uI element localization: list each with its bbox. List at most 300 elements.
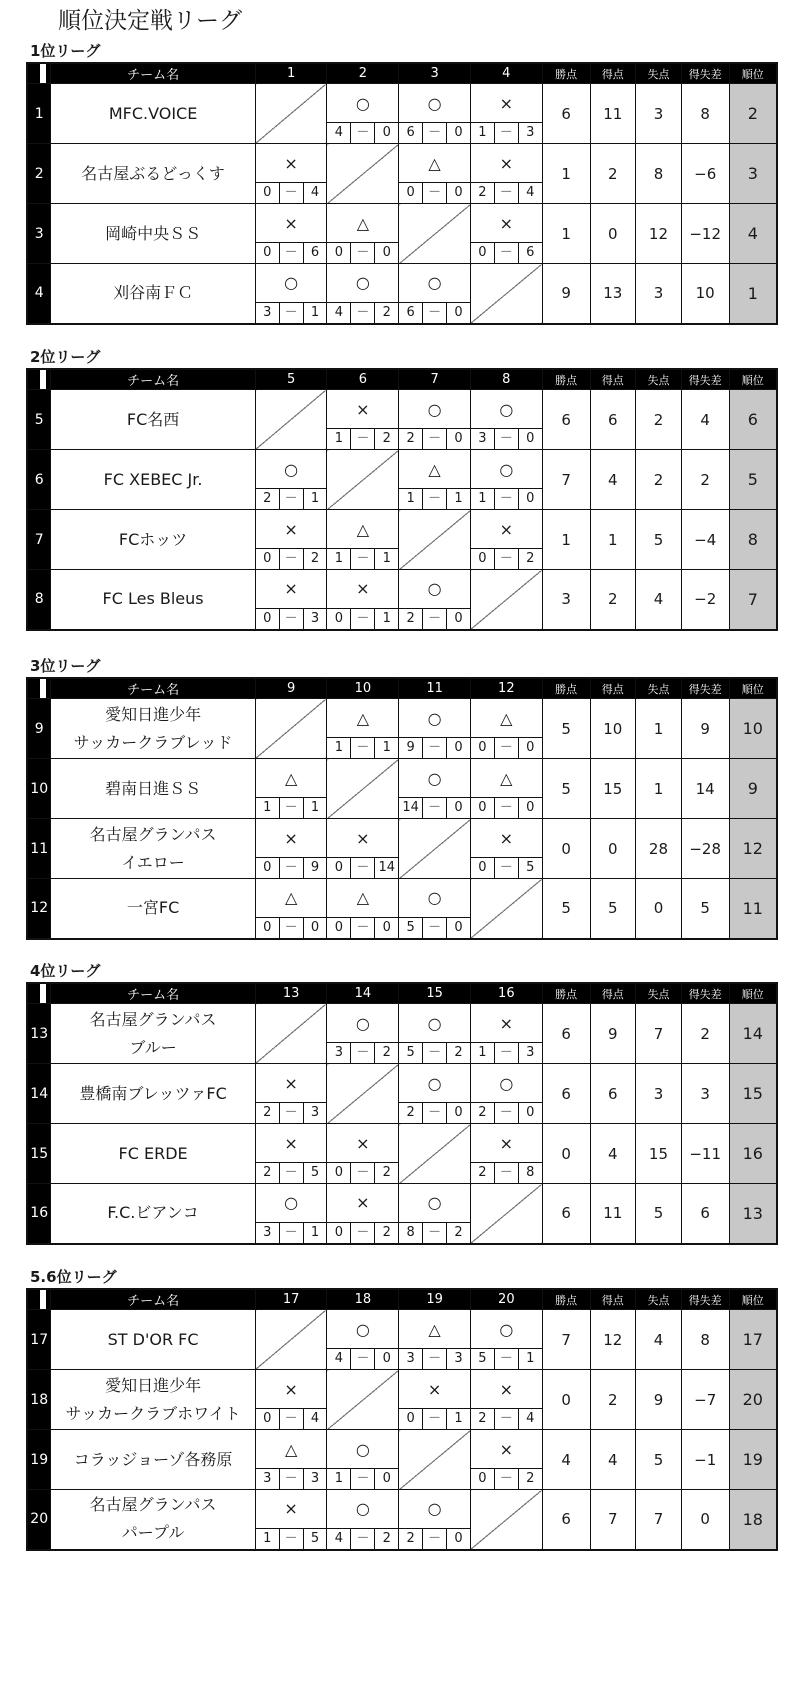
match-score: [399, 488, 470, 509]
points-value: 0: [542, 819, 590, 879]
score-part: －: [422, 1223, 446, 1243]
match-score: [327, 857, 398, 878]
score-part: 2: [406, 431, 415, 446]
score-part: 3: [406, 1351, 415, 1366]
goals-for-value: 7: [590, 1490, 636, 1550]
result-mark: ×: [356, 828, 370, 848]
result-mark: △: [356, 888, 369, 908]
match-result-cell: [470, 819, 542, 879]
result-mark: △: [284, 888, 298, 908]
team-name-line: 名古屋グランパス: [89, 1009, 217, 1029]
score-part: 2: [518, 1469, 542, 1489]
score-part: －: [350, 609, 374, 629]
header-points: 勝点: [542, 63, 590, 84]
result-mark: △: [356, 708, 369, 728]
score-part: 3: [263, 1224, 272, 1240]
team-name: [51, 819, 255, 879]
score-part: 0: [518, 1103, 542, 1123]
score-part: －: [279, 183, 303, 203]
match-score: [256, 1408, 327, 1429]
rank-value: 5: [729, 450, 777, 510]
result-mark: ×: [499, 213, 514, 233]
match-result-cell: [470, 204, 542, 264]
score-part: 1: [478, 1045, 487, 1060]
result-mark: △: [356, 519, 369, 539]
score-part: 0: [263, 185, 272, 200]
header-opponent-number: 12: [470, 678, 542, 699]
team-name-line: 刈谷南ＦＣ: [113, 283, 194, 303]
goals-for-value: 2: [590, 1370, 636, 1430]
result-mark: △: [284, 1439, 298, 1459]
score-part: 1: [303, 303, 327, 323]
goal-difference-value: −2: [681, 570, 729, 630]
score-part: 14: [402, 800, 419, 815]
score-part: 2: [374, 1043, 398, 1063]
table-row: [27, 1430, 777, 1490]
match-result-cell: [255, 450, 327, 510]
score-part: 1: [406, 491, 415, 506]
score-part: －: [279, 1529, 303, 1549]
team-number: 15: [27, 1124, 51, 1184]
score-part: 0: [478, 860, 487, 875]
header-opponent-number: 17: [255, 1289, 327, 1310]
score-part: 0: [374, 243, 398, 263]
team-number: 6: [27, 450, 51, 510]
header-ga: 失点: [636, 983, 682, 1004]
score-part: －: [494, 183, 518, 203]
match-score: [399, 917, 470, 938]
goals-for-value: 11: [590, 1184, 636, 1244]
goals-against-value: 0: [636, 879, 682, 939]
team-number: 8: [27, 570, 51, 630]
team-number: 18: [27, 1370, 51, 1430]
header-team-name: チーム名: [51, 369, 255, 390]
header-opponent-number: 13: [255, 983, 327, 1004]
league-table-block: [26, 677, 778, 940]
score-part: －: [279, 243, 303, 263]
match-score: [327, 548, 398, 569]
match-result-cell: [255, 819, 327, 879]
score-part: 5: [406, 919, 415, 935]
score-part: 0: [446, 1529, 470, 1549]
goals-for-value: 15: [590, 759, 636, 819]
team-number: 11: [27, 819, 51, 879]
match-score: [471, 1468, 542, 1489]
match-score: [471, 122, 542, 143]
result-mark: △: [428, 459, 441, 479]
team-number: 3: [27, 204, 51, 264]
header-gd: 得失差: [681, 63, 729, 84]
score-part: 1: [478, 491, 487, 506]
match-score: [399, 1528, 470, 1549]
score-part: －: [350, 243, 374, 263]
score-part: －: [422, 183, 446, 203]
header-gd: 得失差: [681, 369, 729, 390]
team-name-line: FC ERDE: [118, 1143, 188, 1163]
header-opponent-number: 8: [470, 369, 542, 390]
goals-against-value: 12: [636, 204, 682, 264]
self-match-cell: [399, 819, 471, 879]
match-result-cell: [470, 759, 542, 819]
team-name: [51, 1490, 255, 1550]
match-result-cell: [255, 204, 327, 264]
score-part: 0: [263, 919, 272, 935]
goals-for-value: 10: [590, 699, 636, 759]
score-part: －: [350, 1349, 374, 1369]
match-result-cell: [255, 570, 327, 630]
rank-value: 6: [729, 390, 777, 450]
team-name-line: サッカークラブレッド: [73, 732, 233, 752]
score-part: －: [422, 1349, 446, 1369]
self-match-cell: [327, 1064, 399, 1124]
match-score: [327, 1468, 398, 1489]
score-part: －: [350, 123, 374, 143]
team-name: [51, 390, 255, 450]
header-gd: 得失差: [681, 678, 729, 699]
table-row: [27, 1490, 777, 1550]
self-match-cell: [470, 879, 542, 939]
score-part: 0: [446, 123, 470, 143]
points-value: 6: [542, 1490, 590, 1550]
team-name: [51, 1004, 255, 1064]
team-name-line: FC Les Bleus: [102, 589, 204, 609]
header-opponent-number: 19: [399, 1289, 471, 1310]
result-mark: ○: [499, 1319, 514, 1339]
goal-difference-value: −4: [681, 510, 729, 570]
score-part: 3: [303, 1469, 327, 1489]
header-opponent-number: 10: [327, 678, 399, 699]
table-row: [27, 699, 777, 759]
score-part: －: [279, 549, 303, 569]
match-result-cell: [255, 510, 327, 570]
score-part: 0: [334, 1165, 344, 1180]
team-number: 1: [27, 84, 51, 144]
header-team-name: チーム名: [51, 678, 255, 699]
result-mark: △: [500, 768, 513, 788]
result-mark: ×: [499, 1133, 514, 1153]
score-part: －: [279, 1409, 303, 1429]
score-part: －: [422, 489, 446, 509]
score-part: 0: [334, 860, 344, 875]
score-part: －: [422, 1043, 446, 1063]
match-score: [327, 608, 398, 629]
match-score: [471, 548, 542, 569]
goal-difference-value: 8: [681, 1310, 729, 1370]
score-part: 0: [263, 551, 272, 566]
score-part: 2: [406, 1530, 415, 1546]
league-table-block: [26, 982, 778, 1245]
score-part: －: [494, 489, 518, 509]
score-part: 4: [334, 304, 344, 320]
goals-against-value: 7: [636, 1490, 682, 1550]
goals-against-value: 2: [636, 390, 682, 450]
score-part: 0: [478, 551, 487, 566]
score-part: 5: [478, 1351, 487, 1366]
goals-for-value: 0: [590, 819, 636, 879]
score-part: 4: [334, 125, 344, 140]
header-opponent-number: 18: [327, 1289, 399, 1310]
header-opponent-number: 15: [399, 983, 471, 1004]
score-part: －: [279, 918, 303, 938]
match-result-cell: [255, 1370, 327, 1430]
table-row: [27, 1064, 777, 1124]
match-result-cell: [470, 84, 542, 144]
team-number: 14: [27, 1064, 51, 1124]
match-score: [399, 1222, 470, 1243]
goals-against-value: 28: [636, 819, 682, 879]
header-corner: [27, 369, 51, 390]
header-team-name: チーム名: [51, 1289, 255, 1310]
match-result-cell: [327, 264, 399, 324]
goal-difference-value: 3: [681, 1064, 729, 1124]
result-mark: ×: [284, 828, 298, 848]
points-value: 5: [542, 699, 590, 759]
match-result-cell: [470, 450, 542, 510]
score-part: 2: [374, 303, 398, 323]
goal-difference-value: 5: [681, 879, 729, 939]
match-result-cell: [399, 144, 471, 204]
score-part: 3: [303, 1103, 327, 1123]
self-match-cell: [399, 204, 471, 264]
team-number: 12: [27, 879, 51, 939]
header-opponent-number: 14: [327, 983, 399, 1004]
header-row: [27, 1289, 777, 1310]
score-part: 0: [334, 610, 344, 626]
score-part: －: [350, 858, 374, 878]
goals-against-value: 15: [636, 1124, 682, 1184]
header-opponent-number: 6: [327, 369, 399, 390]
goal-difference-value: −1: [681, 1430, 729, 1490]
match-score: [399, 797, 470, 818]
score-part: 3: [518, 123, 542, 143]
table-row: [27, 84, 777, 144]
score-part: 0: [518, 738, 542, 758]
score-part: －: [494, 243, 518, 263]
score-part: 3: [263, 1471, 272, 1486]
rank-value: 18: [729, 1490, 777, 1550]
score-part: 0: [263, 245, 272, 260]
score-part: 2: [263, 1105, 272, 1120]
score-part: 0: [446, 1103, 470, 1123]
score-part: －: [350, 429, 374, 449]
table-row: [27, 204, 777, 264]
result-mark: ×: [499, 828, 514, 848]
header-gf: 得点: [590, 63, 636, 84]
score-part: －: [279, 1223, 303, 1243]
score-part: 2: [406, 1105, 415, 1120]
match-result-cell: [399, 390, 471, 450]
result-mark: ○: [427, 93, 442, 113]
score-part: －: [494, 1409, 518, 1429]
table-row: [27, 390, 777, 450]
goals-against-value: 5: [636, 1430, 682, 1490]
match-result-cell: [327, 1004, 399, 1064]
score-part: －: [279, 1163, 303, 1183]
goals-against-value: 3: [636, 1064, 682, 1124]
header-rank: 順位: [729, 678, 777, 699]
rank-value: 3: [729, 144, 777, 204]
result-mark: ○: [499, 399, 514, 419]
team-name-line: FC XEBEC Jr.: [103, 469, 203, 489]
match-result-cell: [399, 1184, 471, 1244]
score-part: －: [350, 738, 374, 758]
score-part: 2: [518, 549, 542, 569]
result-mark: ×: [499, 519, 514, 539]
team-name: [51, 879, 255, 939]
result-mark: ○: [427, 579, 442, 599]
header-corner-stripe: [28, 1290, 40, 1309]
match-result-cell: [470, 1124, 542, 1184]
score-part: 4: [303, 183, 327, 203]
header-gd: 得失差: [681, 1289, 729, 1310]
header-opponent-number: 11: [399, 678, 471, 699]
goal-difference-value: −6: [681, 144, 729, 204]
score-part: －: [494, 858, 518, 878]
score-part: －: [279, 1103, 303, 1123]
match-score: [471, 1408, 542, 1429]
score-part: －: [279, 609, 303, 629]
team-name: [51, 264, 255, 324]
team-name-line: MFC.VOICE: [108, 103, 198, 123]
score-part: 2: [478, 1105, 487, 1120]
score-part: －: [350, 918, 374, 938]
header-corner-stripe: [28, 679, 40, 698]
rank-value: 19: [729, 1430, 777, 1490]
score-part: 1: [374, 738, 398, 758]
match-result-cell: [399, 759, 471, 819]
score-part: －: [350, 1529, 374, 1549]
score-part: 0: [446, 429, 470, 449]
league-table-block: [26, 1288, 778, 1551]
team-name-line: FCホッツ: [118, 529, 188, 549]
points-value: 6: [542, 1064, 590, 1124]
score-part: 0: [446, 738, 470, 758]
league-table: [26, 677, 778, 940]
match-score: [256, 1468, 327, 1489]
score-part: 5: [518, 858, 542, 878]
result-mark: ×: [284, 519, 298, 539]
header-opponent-number: 1: [255, 63, 327, 84]
result-mark: ○: [427, 708, 442, 728]
result-mark: ×: [284, 1379, 298, 1399]
goals-for-value: 9: [590, 1004, 636, 1064]
self-match-cell: [470, 1184, 542, 1244]
match-score: [471, 182, 542, 203]
header-corner-stripe: [28, 64, 40, 83]
score-part: 4: [518, 183, 542, 203]
goal-difference-value: 14: [681, 759, 729, 819]
score-part: 3: [478, 431, 487, 446]
table-row: [27, 1004, 777, 1064]
score-part: 0: [334, 919, 344, 935]
score-part: －: [279, 303, 303, 323]
score-part: 6: [406, 125, 415, 140]
score-part: －: [494, 1163, 518, 1183]
score-part: －: [494, 1103, 518, 1123]
rank-value: 2: [729, 84, 777, 144]
league-table-block: [26, 368, 778, 631]
score-part: 1: [374, 549, 398, 569]
match-score: [471, 737, 542, 758]
score-part: －: [279, 858, 303, 878]
match-result-cell: [399, 1370, 471, 1430]
result-mark: ○: [284, 273, 299, 293]
goals-for-value: 6: [590, 390, 636, 450]
result-mark: ○: [427, 1013, 442, 1033]
score-part: 0: [374, 1469, 398, 1489]
header-row: [27, 678, 777, 699]
header-rank: 順位: [729, 1289, 777, 1310]
points-value: 3: [542, 570, 590, 630]
match-result-cell: [327, 1430, 399, 1490]
league-table: [26, 368, 778, 631]
goals-against-value: 3: [636, 264, 682, 324]
table-row: [27, 1370, 777, 1430]
match-score: [471, 428, 542, 449]
score-part: －: [494, 1043, 518, 1063]
match-score: [256, 488, 327, 509]
self-match-cell: [255, 1004, 327, 1064]
score-part: 2: [478, 1165, 487, 1180]
goals-against-value: 8: [636, 144, 682, 204]
match-score: [327, 1162, 398, 1183]
league-title: 5.6位リーグ: [30, 1268, 117, 1286]
table-row: [27, 1124, 777, 1184]
header-gd: 得失差: [681, 983, 729, 1004]
goals-for-value: 0: [590, 204, 636, 264]
header-opponent-number: 2: [327, 63, 399, 84]
score-part: 4: [303, 1409, 327, 1429]
score-part: －: [422, 123, 446, 143]
match-result-cell: [327, 1184, 399, 1244]
score-part: 0: [446, 303, 470, 323]
team-name-line: パープル: [121, 1523, 185, 1543]
points-value: 9: [542, 264, 590, 324]
header-opponent-number: 3: [399, 63, 471, 84]
league-title: 3位リーグ: [30, 657, 101, 675]
match-result-cell: [470, 1064, 542, 1124]
rank-value: 13: [729, 1184, 777, 1244]
goal-difference-value: 8: [681, 84, 729, 144]
score-part: －: [494, 738, 518, 758]
self-match-cell: [327, 1370, 399, 1430]
rank-value: 7: [729, 570, 777, 630]
result-mark: ×: [499, 1439, 514, 1459]
self-match-cell: [470, 1490, 542, 1550]
team-number: 19: [27, 1430, 51, 1490]
score-part: －: [494, 798, 518, 818]
score-part: －: [494, 429, 518, 449]
team-name: [51, 1124, 255, 1184]
header-gf: 得点: [590, 983, 636, 1004]
score-part: －: [494, 123, 518, 143]
result-mark: ×: [356, 579, 370, 599]
match-result-cell: [255, 1124, 327, 1184]
match-score: [471, 242, 542, 263]
goals-against-value: 1: [636, 699, 682, 759]
team-name-line: 碧南日進ＳＳ: [105, 778, 202, 798]
points-value: 1: [542, 510, 590, 570]
team-name-line: コラッジョーゾ各務原: [73, 1449, 233, 1469]
score-part: 2: [478, 1411, 487, 1426]
team-name-line: ブルー: [129, 1037, 177, 1057]
goal-difference-value: 4: [681, 390, 729, 450]
table-row: [27, 1184, 777, 1244]
score-part: 0: [518, 798, 542, 818]
points-value: 5: [542, 759, 590, 819]
team-name: [51, 204, 255, 264]
match-score: [327, 737, 398, 758]
